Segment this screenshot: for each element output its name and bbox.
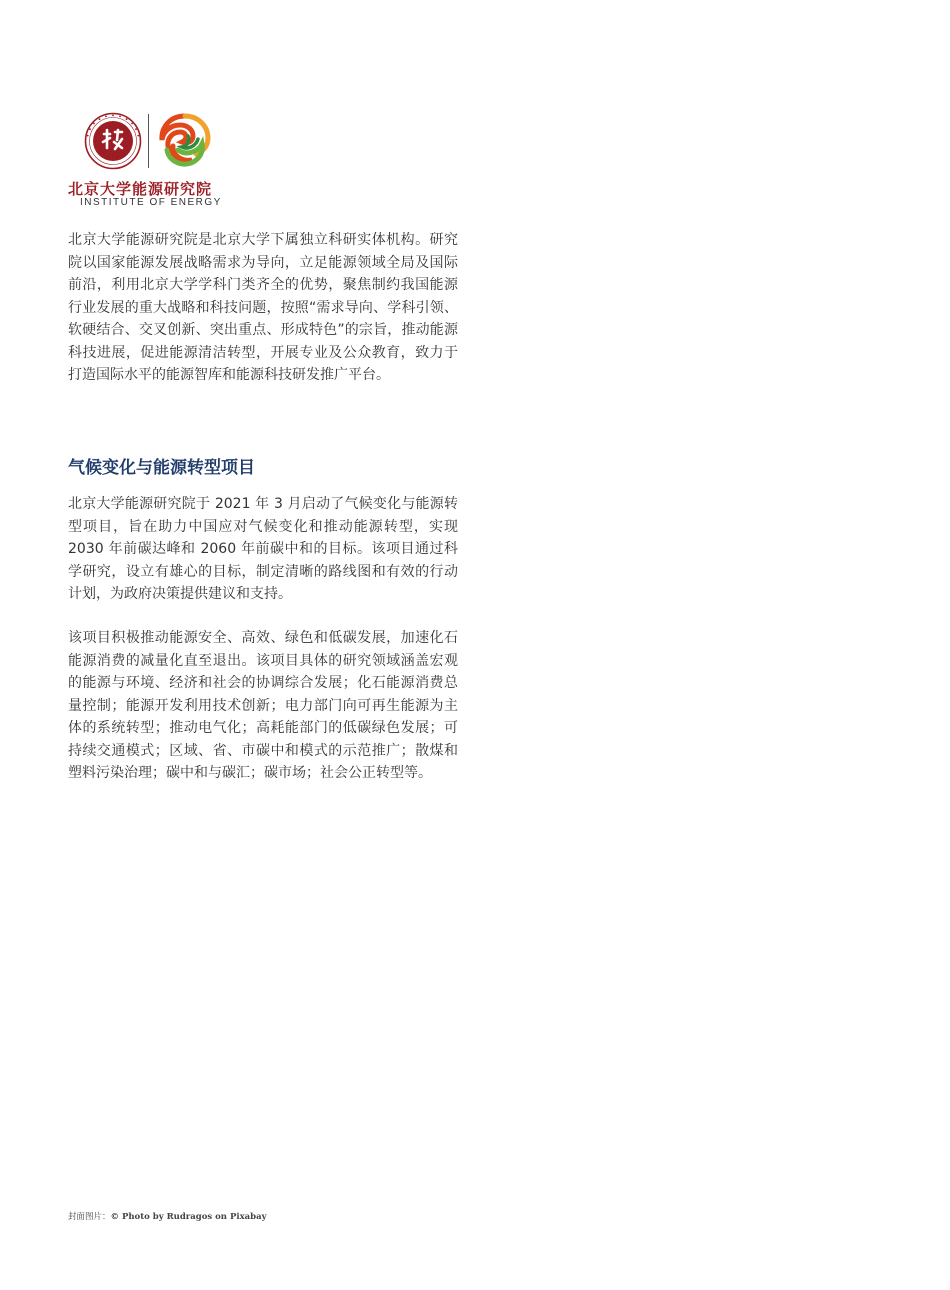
section-title: 气候变化与能源转型项目 (68, 458, 255, 478)
institute-logo (68, 110, 248, 210)
cover-photo-credit (68, 1210, 267, 1222)
energy-institute-emblem-icon (158, 112, 212, 168)
logo-divider (148, 114, 149, 168)
credit-label: 封面图片： (68, 1212, 111, 1222)
intro-paragraph: 北京大学能源研究院是北京大学下属独立科研实体机构。研究院以国家能源发展战略需求为导向，立足能源领域全局及国际前沿，利用北京大学学科门类齐全的优势，聚焦制约我国能源行业发展的重大战略和科技问题，按照“需求导向、学科引领、软硬结合、交叉创新、突出重点、形成特色”的宗旨，推动能源科技进展，促进能源清洁转型，开展专业及公众教育，致力于打造国际水平的能源智库和能源科技研发推广平台。 (68, 232, 458, 383)
institute-name-cn: 北京大学能源研究院 (68, 180, 213, 198)
project-paragraph-1: 北京大学能源研究院于 2021 年 3 月启动了气候变化与能源转型项目，旨在助力中国应对气候变化和推动能源转型，实现 2030 年前碳达峰和 2060 年前碳中和的目标。该项目通过科学研究，设立有雄心的目标，制定清晰的路线图和有效的行动计划，为政府决策提供建议和支持。 (68, 496, 458, 602)
pku-seal-icon (84, 112, 142, 170)
credit-text: © Photo by Rudragos on Pixabay (110, 1212, 267, 1222)
project-paragraph-2: 该项目积极推动能源安全、高效、绿色和低碳发展，加速化石能源消费的减量化直至退出。该项目具体的研究领域涵盖宏观的能源与环境、经济和社会的协调综合发展；化石能源消费总量控制；能源开发利用技术创新；电力部门向可再生能源为主体的系统转型；推动电气化；高耗能部门的低碳绿色发展；可持续交通模式；区域、省、市碳中和模式的示范推广；散煤和塑料污染治理；碳中和与碳汇；碳市场；社会公正转型等。 (68, 630, 458, 781)
institute-name-en: INSTITUTE OF ENERGY (80, 197, 222, 208)
